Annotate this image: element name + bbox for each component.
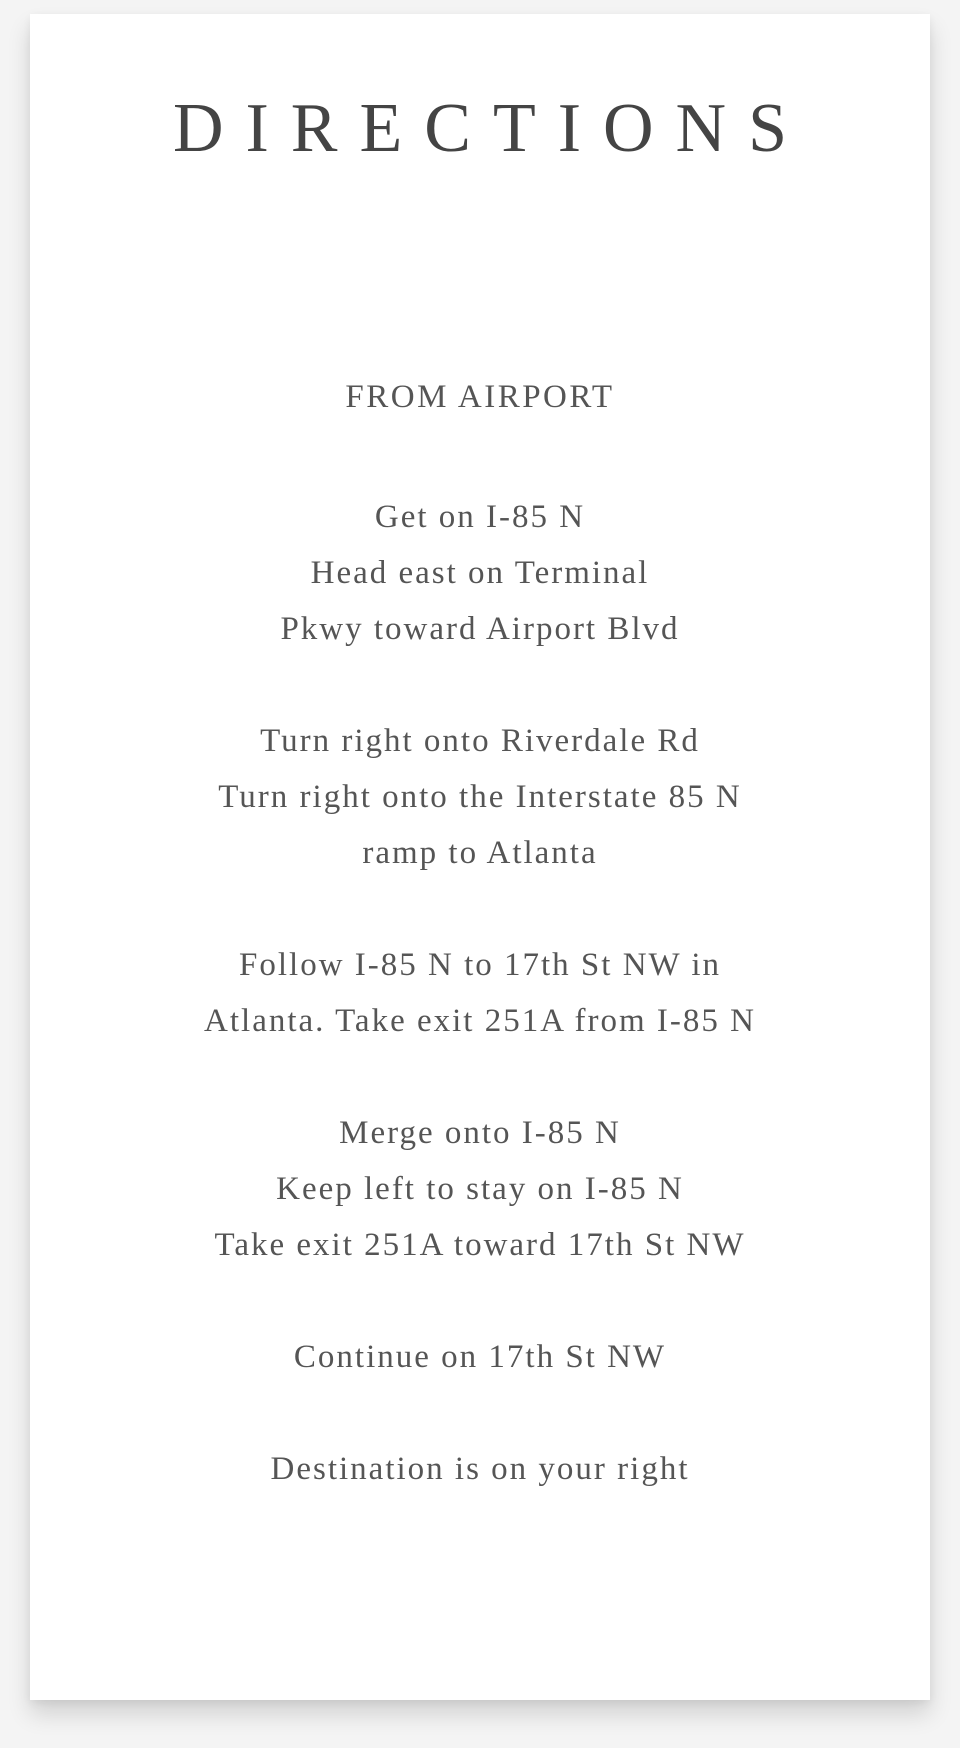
- step-group: [30, 1441, 930, 1497]
- step-spacer: [30, 657, 930, 713]
- step-line: Pkwy toward Airport Blvd: [280, 611, 680, 647]
- step-group: [30, 713, 930, 881]
- step-line: Take exit 251A toward 17th St NW: [214, 1227, 746, 1263]
- section-heading: FROM AIRPORT: [345, 379, 615, 415]
- step-line: ramp to Atlanta: [362, 835, 598, 871]
- step-group: [30, 937, 930, 1049]
- directions-card: [30, 14, 930, 1700]
- directions-steps: [30, 489, 930, 1497]
- step-line: Atlanta. Take exit 251A from I-85 N: [204, 1003, 756, 1039]
- step-line: Merge onto I-85 N: [339, 1115, 621, 1151]
- step-spacer: [30, 1273, 930, 1329]
- page-title: DIRECTIONS: [172, 90, 810, 167]
- step-group: [30, 489, 930, 657]
- step-line: Get on I-85 N: [374, 499, 586, 535]
- step-line: Keep left to stay on I-85 N: [276, 1171, 684, 1207]
- step-line: Turn right onto Riverdale Rd: [260, 723, 700, 759]
- step-line: Turn right onto the Interstate 85 N: [218, 779, 742, 815]
- step-group: [30, 1329, 930, 1385]
- step-group: [30, 1105, 930, 1273]
- step-spacer: [30, 1049, 930, 1105]
- step-line: Destination is on your right: [270, 1451, 690, 1487]
- step-spacer: [30, 881, 930, 937]
- step-spacer: [30, 1385, 930, 1441]
- step-line: Head east on Terminal: [310, 555, 650, 591]
- step-line: Continue on 17th St NW: [293, 1339, 667, 1375]
- step-line: Follow I-85 N to 17th St NW in: [239, 947, 721, 983]
